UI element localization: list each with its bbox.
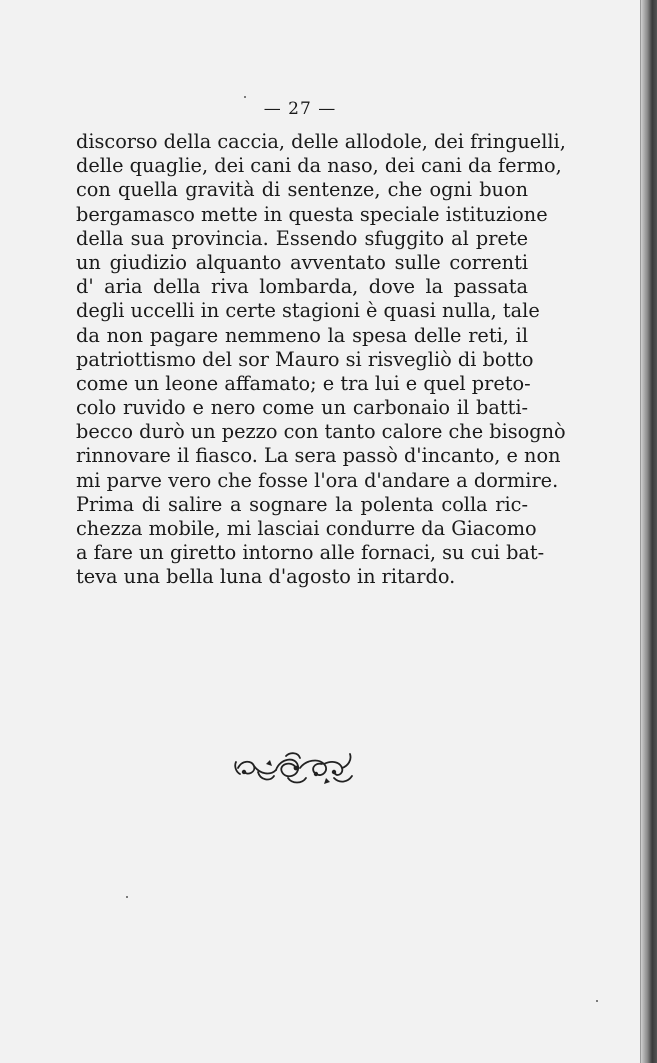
text-line: come un leone affamato; e tra lui e quel preto-	[76, 371, 531, 395]
body-text	[76, 130, 566, 590]
text-line: discorso della caccia, delle allodole, dei fringuelli,	[76, 130, 566, 153]
page-number: — 27 —	[263, 99, 337, 119]
text-line-last: teva una bella luna d'agosto in ritardo.	[76, 565, 456, 589]
text-line: colo ruvido e nero come un carbonaio il batti-	[76, 396, 528, 420]
text-line: della sua provincia. Essendo sfuggito al prete	[76, 226, 528, 250]
text-line: Prima di salire a sognare la polenta colla ric-	[76, 492, 528, 516]
page-edge-shadow	[641, 0, 657, 1063]
text-line: delle quaglie, dei cani da naso, dei cani da fermo,	[76, 154, 562, 178]
fleuron-ornament-icon	[230, 748, 360, 790]
text-line: mi parve vero che fosse l'ora d'andare a dormire.	[76, 468, 559, 492]
text-line: becco durò un pezzo con tanto calore che bisognò	[76, 420, 566, 444]
text-line: d' aria della riva lombarda, dove la passata	[76, 275, 528, 299]
paper-speck	[244, 96, 246, 98]
text-line: degli uccelli in certe stagioni è quasi nulla, tale	[76, 299, 540, 323]
text-line: rinnovare il fiasco. La sera passò d'incanto, e non	[76, 444, 561, 468]
text-line: un giudizio alquanto avventato sulle correnti	[76, 250, 528, 274]
text-line: patriottismo del sor Mauro si risvegliò di botto	[76, 347, 534, 371]
paper-speck	[596, 1000, 598, 1002]
paper-speck	[126, 896, 128, 898]
text-line: da non pagare nemmeno la spesa delle reti, il	[76, 323, 528, 347]
text-line: con quella gravità di sentenze, che ogni buon	[76, 178, 528, 202]
text-line: a fare un giretto intorno alle fornaci, su cui bat-	[76, 541, 545, 565]
text-line: chezza mobile, mi lasciai condurre da Giacomo	[76, 517, 537, 540]
text-line: bergamasco mette in questa speciale istituzione	[76, 202, 548, 226]
